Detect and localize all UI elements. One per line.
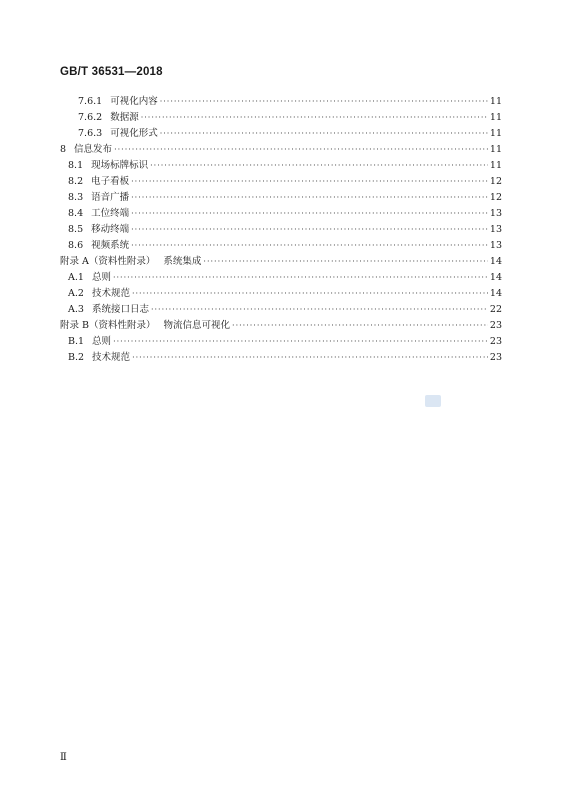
toc-number: 7.6.1	[78, 96, 103, 107]
toc-page: 23	[489, 352, 502, 363]
toc-leader	[131, 209, 488, 218]
toc-entry-b-2[interactable]	[68, 349, 502, 365]
toc-title: 技术规范	[91, 288, 130, 299]
toc-entry-8-6[interactable]	[68, 237, 502, 253]
toc-page: 23	[489, 320, 502, 331]
standard-code: GB/T 36531—2018	[60, 66, 163, 78]
toc-leader	[131, 241, 488, 250]
toc-number: 8.5	[68, 224, 84, 235]
toc-entry-8-3[interactable]	[68, 189, 502, 205]
toc-number: 8.6	[68, 240, 84, 251]
toc-title: 信息发布	[74, 144, 113, 155]
watermark-stamp	[425, 395, 441, 407]
page-number: Ⅱ	[60, 752, 67, 763]
toc-entry-7-6-2[interactable]	[78, 109, 502, 125]
toc-leader	[131, 193, 488, 202]
toc-leader	[203, 257, 488, 266]
toc-title: 移动终端	[91, 224, 130, 235]
toc-entry-7-6-3[interactable]	[78, 125, 502, 141]
toc-title: 电子看板	[91, 176, 130, 187]
toc-number: 8.2	[68, 176, 84, 187]
toc-title: 技术规范	[92, 352, 131, 363]
toc-title: 物流信息可视化	[163, 320, 231, 331]
toc-page: 22	[489, 304, 502, 315]
toc-title: 总则	[92, 336, 112, 347]
toc-leader	[131, 177, 488, 186]
toc-entry-appendix-a[interactable]	[60, 253, 502, 269]
toc-entry-appendix-b[interactable]	[60, 317, 502, 333]
toc-title: 语音广播	[91, 192, 130, 203]
toc-page: 12	[489, 176, 502, 187]
toc-page: 11	[489, 112, 502, 123]
toc-leader	[151, 305, 488, 314]
toc-leader	[113, 337, 488, 346]
toc-entry-a-1[interactable]	[68, 269, 502, 285]
toc-page: 13	[489, 208, 502, 219]
toc-title: 总则	[91, 272, 111, 283]
toc-page: 11	[489, 128, 502, 139]
toc-page: 13	[489, 240, 502, 251]
toc-title: 视频系统	[91, 240, 130, 251]
toc-title: 现场标牌标识	[91, 160, 149, 171]
toc-leader	[141, 113, 488, 122]
toc-leader	[132, 289, 488, 298]
toc-entry-7-6-1[interactable]	[78, 93, 502, 109]
toc-leader	[160, 129, 488, 138]
toc-page: 11	[489, 160, 502, 171]
toc-number: 7.6.3	[78, 128, 103, 139]
toc-entry-8-5[interactable]	[68, 221, 502, 237]
toc-number: A.1	[68, 272, 84, 283]
toc-entry-8-1[interactable]	[68, 157, 502, 173]
toc-number: 附录 B（资料性附录）	[60, 320, 156, 331]
toc-leader	[132, 353, 488, 362]
toc-title: 可视化形式	[110, 128, 158, 139]
toc-page: 11	[489, 96, 502, 107]
toc-page: 14	[489, 256, 502, 267]
toc-entry-8-2[interactable]	[68, 173, 502, 189]
toc-number: A.3	[68, 304, 84, 315]
toc-number: 8	[60, 144, 67, 155]
toc-title: 系统接口日志	[91, 304, 149, 315]
toc-title: 数据源	[110, 112, 139, 123]
toc-page: 14	[489, 288, 502, 299]
toc-number: B.2	[68, 352, 85, 363]
toc-number: 8.3	[68, 192, 84, 203]
toc-entry-a-3[interactable]	[68, 301, 502, 317]
toc-page: 14	[489, 272, 502, 283]
toc-leader	[114, 145, 488, 154]
toc-leader	[113, 273, 488, 282]
toc-leader	[232, 321, 488, 330]
toc-entry-8-4[interactable]	[68, 205, 502, 221]
toc-page: 13	[489, 224, 502, 235]
toc-number: B.1	[68, 336, 85, 347]
toc-page: 11	[489, 144, 502, 155]
toc-number: 8.1	[68, 160, 84, 171]
toc-title: 工位终端	[91, 208, 130, 219]
toc-entry-a-2[interactable]	[68, 285, 502, 301]
toc-entry-b-1[interactable]	[68, 333, 502, 349]
toc-title: 系统集成	[163, 256, 202, 267]
toc-number: A.2	[68, 288, 84, 299]
toc-number: 7.6.2	[78, 112, 103, 123]
toc-number: 8.4	[68, 208, 84, 219]
toc-page: 12	[489, 192, 502, 203]
toc-number: 附录 A（资料性附录）	[60, 256, 156, 267]
toc-leader	[131, 225, 488, 234]
toc-leader	[160, 97, 488, 106]
toc-title: 可视化内容	[110, 96, 158, 107]
toc-leader	[150, 161, 488, 170]
toc-entry-8[interactable]	[60, 141, 502, 157]
toc-page: 23	[489, 336, 502, 347]
